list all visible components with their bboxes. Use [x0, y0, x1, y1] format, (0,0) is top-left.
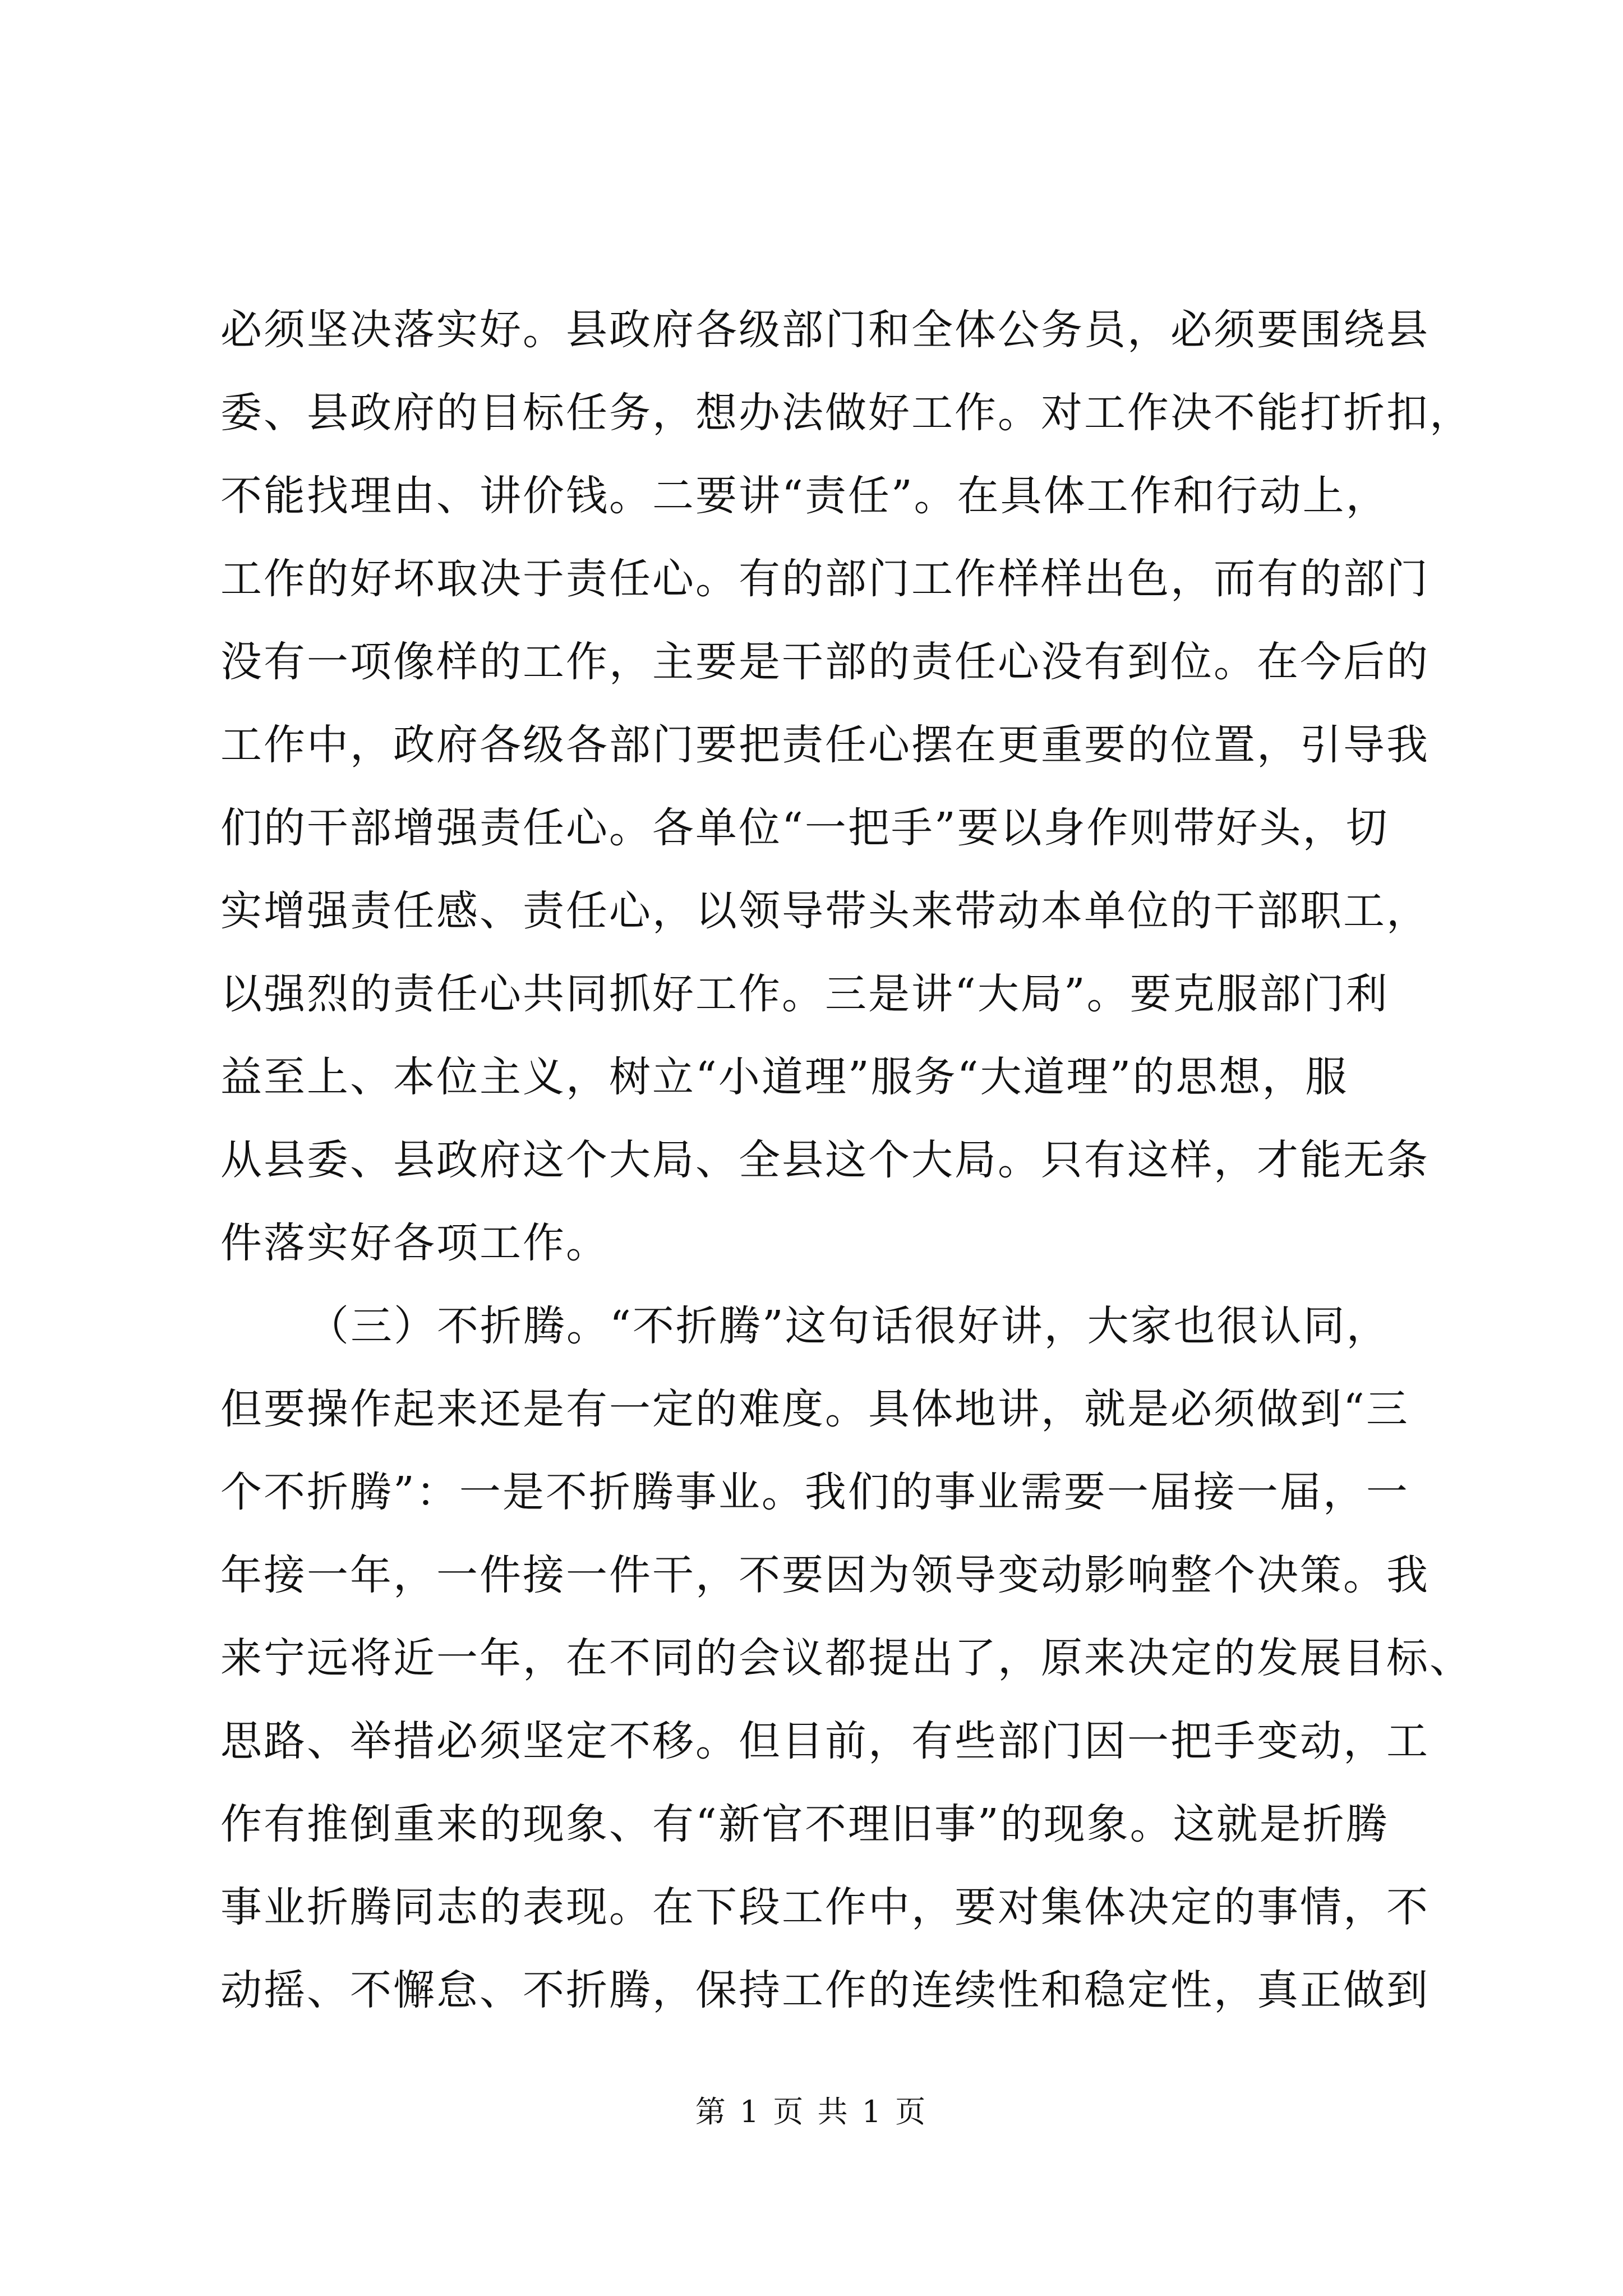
text-line: 工作中，政府各级各部门要把责任心摆在更重要的位置，引导我	[220, 721, 1430, 769]
text-line: 们的干部增强责任心。各单位“一把手”要以身作则带好头，切	[220, 804, 1389, 852]
text-line: 件落实好各项工作。	[220, 1219, 609, 1267]
text-line: 来宁远将近一年，在不同的会议都提出了，原来决定的发展目标、	[220, 1634, 1473, 1682]
text-line: 思路、举措必须坚定不移。但目前，有些部门因一把手变动，工	[220, 1717, 1430, 1765]
text-line: 个不折腾”：一是不折腾事业。我们的事业需要一届接一届，一	[220, 1468, 1409, 1516]
text-line: 工作的好坏取决于责任心。有的部门工作样样出色，而有的部门	[220, 555, 1430, 603]
text-line: 从县委、县政府这个大局、全县这个大局。只有这样，才能无条	[220, 1136, 1430, 1184]
page-number-footer: 第 1 页 共 1 页	[695, 2094, 928, 2129]
text-line: 但要操作起来还是有一定的难度。具体地讲，就是必须做到“三	[220, 1385, 1409, 1433]
text-line: 动摇、不懈怠、不折腾，保持工作的连续性和稳定性，真正做到	[220, 1966, 1430, 2014]
text-line: 必须坚决落实好。县政府各级部门和全体公务员，必须要围绕县	[220, 306, 1430, 354]
text-line: 作有推倒重来的现象、有“新官不理旧事”的现象。这就是折腾	[220, 1800, 1389, 1848]
text-line: 事业折腾同志的表现。在下段工作中，要对集体决定的事情，不	[220, 1883, 1430, 1931]
paragraph-start-line: （三）不折腾。“不折腾”这句话很好讲，大家也很认同，	[307, 1302, 1390, 1350]
text-line: 实增强责任感、责任心，以领导带头来带动本单位的干部职工，	[220, 887, 1430, 935]
text-line: 不能找理由、讲价钱。二要讲“责任”。在具体工作和行动上，	[220, 472, 1389, 520]
text-line: 益至上、本位主义，树立“小道理”服务“大道理”的思想，服	[220, 1053, 1349, 1101]
text-line: 没有一项像样的工作，主要是干部的责任心没有到位。在今后的	[220, 638, 1430, 686]
text-line: 以强烈的责任心共同抓好工作。三是讲“大局”。要克服部门利	[220, 970, 1389, 1018]
text-line: 年接一年，一件接一件干，不要因为领导变动影响整个决策。我	[220, 1551, 1430, 1599]
text-line: 委、县政府的目标任务，想办法做好工作。对工作决不能打折扣，	[220, 389, 1473, 437]
